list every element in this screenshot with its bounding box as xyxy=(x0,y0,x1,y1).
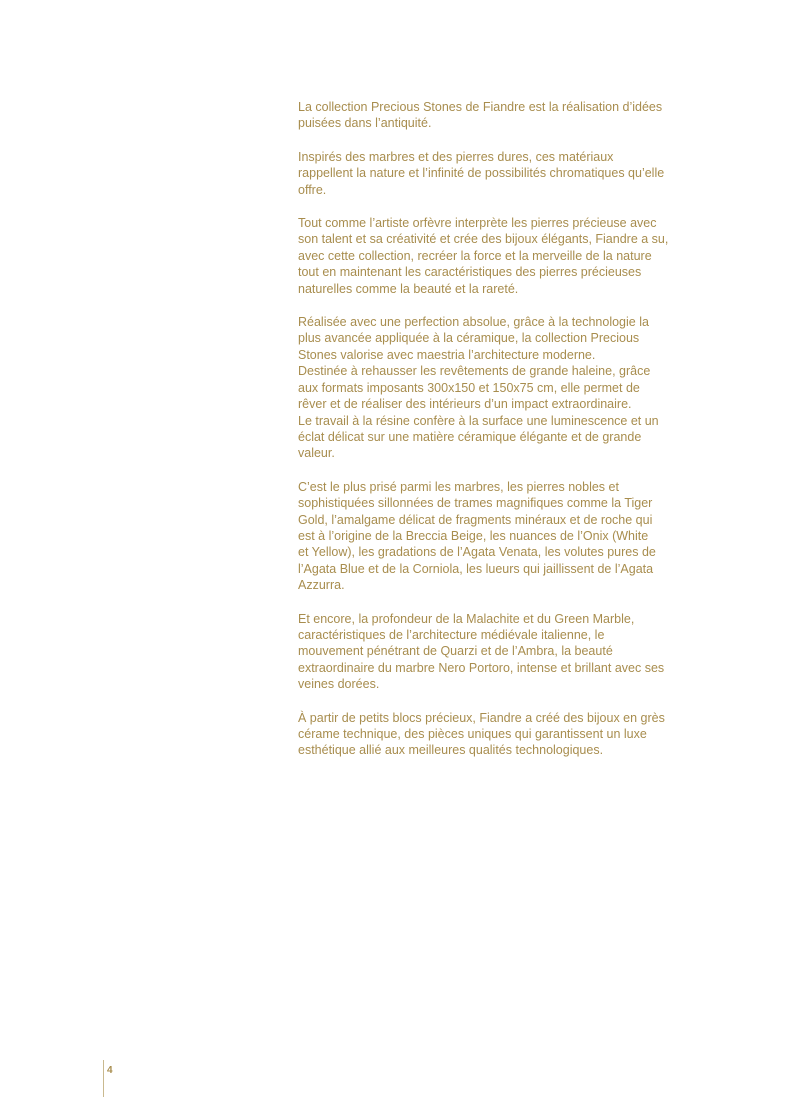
text-line: rappellent la nature et l’infinité de possibilités chromatiques qu’elle xyxy=(298,166,665,181)
page-number: 4 xyxy=(107,1065,113,1076)
text-line: Inspirés des marbres et des pierres dures, ces matériaux xyxy=(298,149,614,164)
paragraph xyxy=(298,479,698,594)
text-line: offre. xyxy=(298,182,327,197)
text-line: et Yellow), les gradations de l’Agata Venata, les volutes pures de xyxy=(298,545,656,560)
text-line: éclat délicat sur une matière céramique élégante et de grande xyxy=(298,429,642,444)
text-line: sophistiquées sillonnées de trames magnifiques comme la Tiger xyxy=(298,496,653,511)
text-line: Gold, l’amalgame délicat de fragments minéraux et de roche qui xyxy=(298,512,653,527)
body-text xyxy=(298,99,698,776)
text-line: avec cette collection, recréer la force et la merveille de la nature xyxy=(298,248,652,263)
text-line: C’est le plus prisé parmi les marbres, les pierres nobles et xyxy=(298,479,619,494)
text-line: esthétique allié aux meilleures qualités technologiques. xyxy=(298,743,604,758)
paragraph xyxy=(298,215,698,297)
text-line: puisées dans l’antiquité. xyxy=(298,116,432,131)
text-line: aux formats imposants 300x150 et 150x75 cm, elle permet de xyxy=(298,380,640,395)
text-line: l’Agata Blue et de la Corniola, les lueurs qui jaillissent de l’Agata xyxy=(298,561,654,576)
text-line: extraordinaire du marbre Nero Portoro, intense et brillant avec ses xyxy=(298,660,665,675)
text-line: tout en maintenant les caractéristiques des pierres précieuses xyxy=(298,265,642,280)
text-line: cérame technique, des pièces uniques qui garantissent un luxe xyxy=(298,727,647,741)
text-line: La collection Precious Stones de Fiandre est la réalisation d’idées xyxy=(298,100,663,114)
text-line: son talent et sa créativité et crée des bijoux élégants, Fiandre a su, xyxy=(298,232,669,247)
text-line: naturelles comme la beauté et la rareté. xyxy=(298,281,519,296)
text-line: Destinée à rehausser les revêtements de grande haleine, grâce xyxy=(298,364,651,379)
text-line: Azzurra. xyxy=(298,578,345,593)
text-line: Et encore, la profondeur de la Malachite et du Green Marble, xyxy=(298,611,635,626)
text-line: est à l’origine de la Breccia Beige, les nuances de l’Onix (White xyxy=(298,528,649,543)
text-line: veines dorées. xyxy=(298,677,380,692)
text-line: Stones valorise avec maestria l’architecture moderne. xyxy=(298,347,596,362)
paragraph xyxy=(298,611,698,693)
paragraph xyxy=(298,99,698,132)
paragraph xyxy=(298,314,698,462)
text-line: caractéristiques de l’architecture médiévale italienne, le xyxy=(298,627,605,642)
text-line: mouvement pénétrant de Quarzi et de l’Ambra, la beauté xyxy=(298,644,613,659)
text-line: Tout comme l’artiste orfèvre interprète les pierres précieuse avec xyxy=(298,216,657,231)
paragraph xyxy=(298,710,698,759)
page-footer xyxy=(103,1060,113,1097)
text-line: Le travail à la résine confère à la surface une luminescence et un xyxy=(298,413,659,428)
paragraph xyxy=(298,149,698,198)
text-line: valeur. xyxy=(298,446,335,461)
text-line: Réalisée avec une perfection absolue, grâce à la technologie la xyxy=(298,315,649,330)
text-line: plus avancée appliquée à la céramique, la collection Precious xyxy=(298,331,640,346)
text-line: rêver et de réaliser des intérieurs d’un impact extraordinaire. xyxy=(298,397,632,412)
text-line: À partir de petits blocs précieux, Fiandre a créé des bijoux en grès xyxy=(298,710,665,725)
